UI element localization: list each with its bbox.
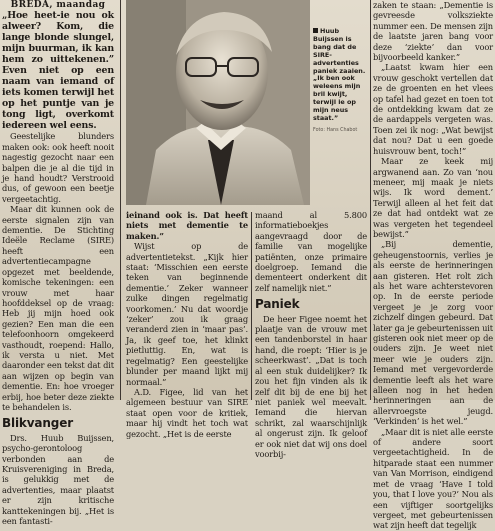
column-1 <box>2 0 114 526</box>
portrait-illustration <box>126 0 310 205</box>
col1-paragraph-1: Geestelijke blunders maken ook: ook heeft nooit nagestig gezocht naar een balpen die je al die tijd in je hand houdt? Verstrooid dus, of gewoon een beetje vergeetachtig. <box>2 131 114 204</box>
col1-paragraph-4: Drs. Huub Buijssen, psycho-gerontoloog verbonden aan de Kruisvereniging in Breda, is gelukkig met de advertenties, maar plaatst er zijn kritische kanttekeningen bij. „Het is een fantasti- <box>2 432 114 527</box>
col4-paragraph-3: Maar ze keek mij argwanend aan. Zo van ‘nou meneer, mij maak je niets wijs. Ik word dement.’ Terwijl alleen al het feit dat ze dat had ontdekt wat ze was vergeten het tegendeel bewijst.” <box>373 156 493 239</box>
column-divider <box>251 212 252 400</box>
col3-paragraph-1: maand al 5.800 informatieboekjes aangevraagd door de familie van mogelijke patiënten, onze primaire doelgroep. Iemand die dementeert onderkent dit zelf namelijk niet.” <box>255 210 367 293</box>
col4-paragraph-2: „Laatst kwam hier een vrouw geschokt vertellen dat ze de groenten en het vlees op tafel had gezet en toen tot de ontdekking kwam dat ze de aardappels vergeten was. Toen zei ik nog: „Wat bewijst dat nou? Dat u een goede huisvrouw bent, toch!” <box>373 62 493 156</box>
col1-paragraph-2: Maar dit kunnen ook de eerste signalen zijn van dementie. De Stichting Ideële Reclame (SIRE) heeft een advertentiecampagne opgezet met beeldende, komische tekeningen: een vrouw met haar hoofddeksel op de vraag: Heb jij mijn hoed ook gezien? Een man die een telefoonhoorn omgekeerd vasthoudt, roepend: Hallo, ik versta u niet. Met daaronder een tekst dat dit aan wijzen op begin van dementie. En: hoe vroeger erbij, hoe beter deze ziekte te behandelen is. <box>2 204 114 412</box>
col3-paragraph-2: De heer Figee noemt het plaatje van de vrouw met een tandenborstel in haar hand, die roept: ‘Hier is je scheerkwast’. „Dat is toch al een stuk duidelijker? Ik zou het fijn vinden als ik zelf dit bij de ene bij het niet paniek wel meevalt. Iemand die hiervan schrikt, zal waarschijnlijk al ongerust zijn. Ik geloof er ook niet dat wij ons doel voorbij- <box>255 313 367 459</box>
column-divider <box>370 0 371 400</box>
col4-paragraph-4: „Bij dementie, geheugenstoornis, verlies je als eerste de herinneringen aan gisteren. Het rolt zich als het ware achterstevoren op. In de eerste periode vergeet je je zorg voor zichzelf dingen gebeurd. Dat later ga je gebeurtenissen uit gisteren ook niet meer op de ouders zijn. Je weet niet meer wie je ouders zijn. Iemand met vergevorderde dementie leeft als het ware alleen nog in het heden herinneringen aan de allervroegste jeugd. ‘Verkinden’ is het wel.” <box>373 239 493 427</box>
col4-paragraph-1: zaken te staan: „Dementie is gevreesde volksziekte nummer een. De mensen zijn de laatste jaren bang voor deze ‘ziekte’ dan voor bijvoorbeeld kanker.” <box>373 0 493 63</box>
portrait-photo <box>126 0 310 205</box>
column-divider <box>120 0 121 400</box>
subhead-blikvanger: Blikvanger <box>2 416 73 431</box>
lead-paragraph: „Hoe heet-ie nou ok alweer? Kom, die lange blonde slungel, mijn buurman, ik kan hem zo uittekenen.” Even niet op een naam van iemand of iets komen terwijl het op het puntje van je tong ligt, overkomt iedereen wel eens. <box>2 10 115 132</box>
dateline: BREDA, maandag <box>10 0 106 10</box>
photo-caption <box>313 28 369 135</box>
caption-text: Huub Buijssen is bang dat de SIRE-advertenties paniek zaaien. „Ik ben ook weleens mijn bril kwijt, terwijl ie op mijn neus staat.” <box>313 27 366 122</box>
col4-paragraph-5: „Maar dit is niet alle eerste of andere soort vergeetachtigheid. In de hitparade staat een nummer van Van Morrison, eindigend met de vraag ‘Have I told you, that I love you?’ Nou als een vijftiger soortgelijks vergeet, met gebeurtenissen wat zijn heeft dat tegelijk <box>373 426 493 531</box>
col2-paragraph-3: A.D. Figee, lid van het algemeen bestuur van SIRE staat open voor de kritiek, maar hij vindt het toch wat gezocht. „Het is de eerste <box>126 386 248 439</box>
photo-credit: Foto: Hans Chabot <box>313 127 358 133</box>
column-4 <box>373 0 493 531</box>
column-2-bottom <box>126 210 248 439</box>
col2-paragraph-2: Wijst op de advertentietekst. „Kijk hier staat: ‘Misschien een eerste teken van beginnende dementie.’ Zeker wanneer zulke dingen regelmatig voorkomen.’ Nu dat woordje ‘zeker’ zou ik graag veranderd zien in ‘maar pas’. Ja, ik geef toe, het klinkt pietluttig. En, wat is regelmatig? Een geestelijke blunder per maand lijkt mij normaal.” <box>126 241 248 387</box>
col2-paragraph-1: ieinand ook is. Dat heeft niets met dementie te maken.” <box>126 210 248 241</box>
column-3-bottom <box>255 210 367 459</box>
subhead-paniek: Paniek <box>255 297 300 312</box>
caption-bullet-icon <box>313 28 318 33</box>
